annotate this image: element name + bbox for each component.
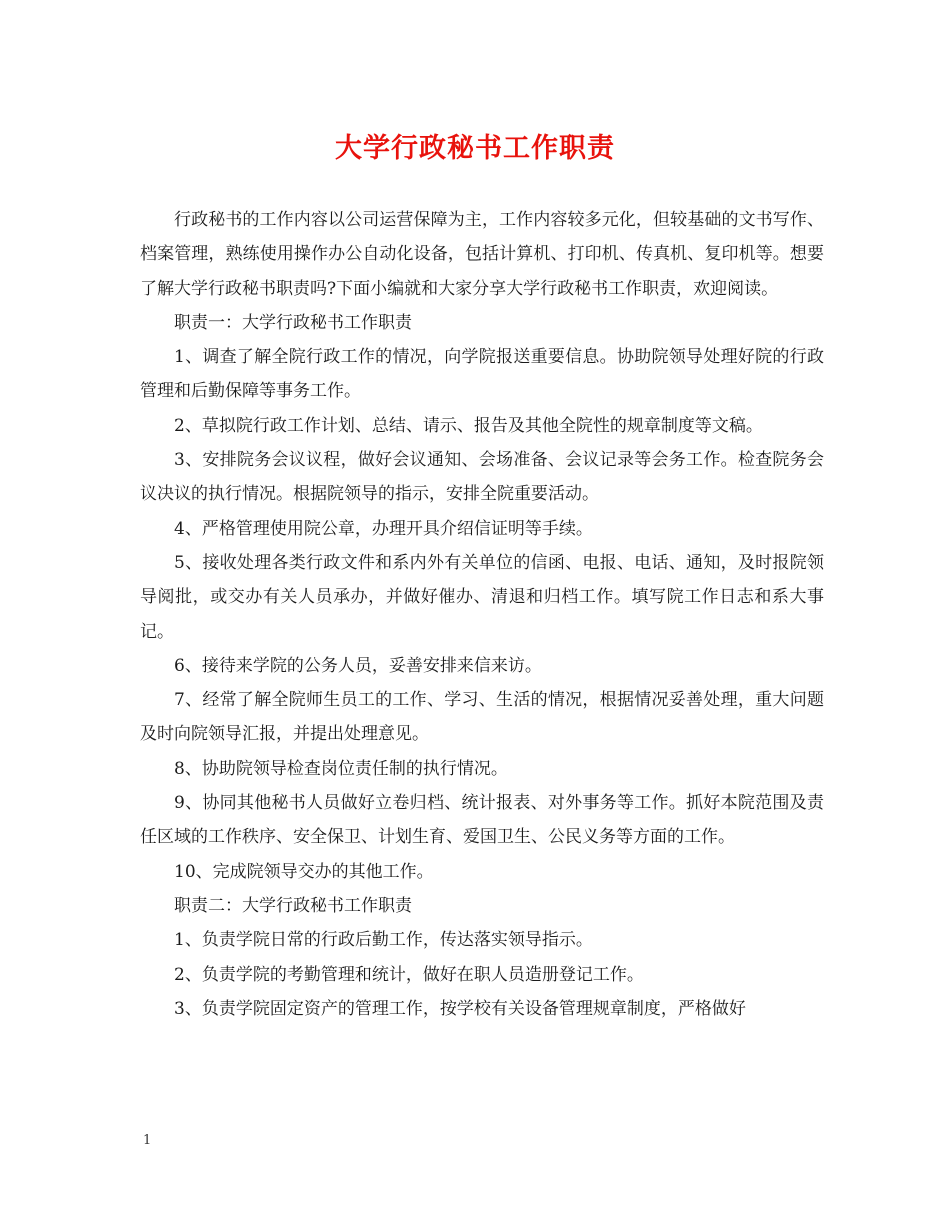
list-item: 9、协同其他秘书人员做好立卷归档、统计报表、对外事务等工作。抓好本院范围及责任区域的工作秩序、安全保卫、计划生育、爱国卫生、公民义务等方面的工作。 — [140, 793, 824, 848]
list-item: 1、调查了解全院行政工作的情况，向学院报送重要信息。协助院领导处理好院的行政管理和后勤保障等事务工作。 — [140, 347, 824, 402]
list-item: 2、负责学院的考勤管理和统计，做好在职人员造册登记工作。 — [174, 964, 644, 985]
paragraph-intro: 行政秘书的工作内容以公司运营保障为主，工作内容较多元化，但较基础的文书写作、档案管理，熟练使用操作办公自动化设备，包括计算机、打印机、传真机、复印机等。想要了解大学行政秘书职责吗?下面小编就和大家分享大学行政秘书工作职责，欢迎阅读。 — [140, 210, 824, 299]
page-number: 1 — [143, 1133, 152, 1148]
list-item: 6、接待来学院的公务人员，妥善安排来信来访。 — [174, 655, 542, 676]
list-item: 4、严格管理使用院公章，办理开具介绍信证明等手续。 — [174, 518, 593, 539]
list-item: 10、完成院领导交办的其他工作。 — [174, 861, 434, 882]
list-item: 3、负责学院固定资产的管理工作，按学校有关设备管理规章制度，严格做好 — [174, 998, 746, 1019]
document-body — [140, 203, 824, 1026]
list-item: 1、负责学院日常的行政后勤工作，传达落实领导指示。 — [174, 930, 593, 951]
list-item: 5、接收处理各类行政文件和系内外有关单位的信函、电报、电话、通知，及时报院领导阅批，或交办有关人员承办，并做好催办、清退和归档工作。填写院工作日志和系大事记。 — [140, 552, 824, 642]
list-item: 7、经常了解全院师生员工的工作、学习、生活的情况，根据情况妥善处理，重大问题及时向院领导汇报，并提出处理意见。 — [140, 690, 824, 745]
document-title: 大学行政秘书工作职责 — [335, 133, 615, 164]
list-item: 2、草拟院行政工作计划、总结、请示、报告及其他全院性的规章制度等文稿。 — [174, 415, 763, 436]
section-heading-duty-two: 职责二：大学行政秘书工作职责 — [174, 895, 412, 916]
list-item: 3、安排院务会议议程，做好会议通知、会场准备、会议记录等会务工作。检查院务会议决议的执行情况。根据院领导的指示，安排全院重要活动。 — [140, 450, 824, 505]
section-heading-duty-one: 职责一：大学行政秘书工作职责 — [174, 312, 412, 333]
list-item: 8、协助院领导检查岗位责任制的执行情况。 — [174, 758, 508, 779]
